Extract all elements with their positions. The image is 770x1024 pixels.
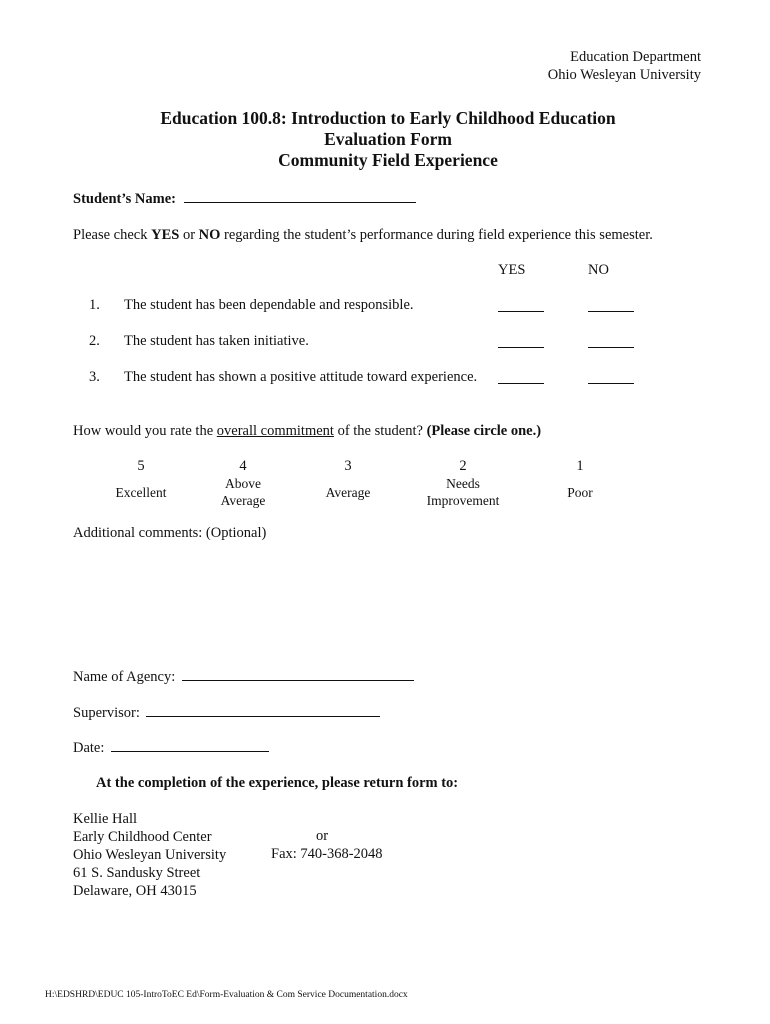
question-3-yes-blank[interactable] <box>498 383 544 384</box>
date-field[interactable] <box>111 739 269 752</box>
form-name: Evaluation Form <box>324 129 452 149</box>
department-header <box>548 48 701 84</box>
question-text: The student has been dependable and responsible. <box>124 297 414 313</box>
agency-row <box>73 668 414 686</box>
no-column-header: NO <box>588 262 609 278</box>
contact-city: Delaware, OH 43015 <box>73 883 197 899</box>
supervisor-row <box>73 704 380 722</box>
instructions-suffix: regarding the student’s performance during field experience this semester. <box>220 227 653 243</box>
question-number: 2. <box>89 333 100 349</box>
student-name-field[interactable] <box>184 190 416 203</box>
agency-label: Name of Agency: <box>73 669 176 685</box>
rating-value: 4 <box>239 458 247 474</box>
rating-option-3[interactable] <box>303 458 393 501</box>
fax-number: Fax: 740-368-2048 <box>271 846 383 862</box>
student-name-label: Student’s Name: <box>73 191 176 207</box>
yes-column-header: YES <box>498 262 526 278</box>
contact-name: Kellie Hall <box>73 811 138 827</box>
contact-university: Ohio Wesleyan University <box>73 847 227 863</box>
rating-label-2: Improvement <box>426 493 500 508</box>
commitment-middle: of the student? <box>333 423 427 439</box>
form-subtitle: Community Field Experience <box>278 150 498 170</box>
commitment-question <box>73 423 541 440</box>
question-1-no-blank[interactable] <box>588 311 634 312</box>
instructions-prefix: Please check <box>73 227 152 243</box>
rating-label-2: Average <box>220 493 266 508</box>
rating-value: 1 <box>576 458 584 474</box>
rating-label: Excellent <box>115 485 167 500</box>
date-row <box>73 739 269 757</box>
footer-file-path: H:\EDSHRD\EDUC 105-IntroToEC Ed\Form-Evaluation & Com Service Documentation.docx <box>45 990 408 1000</box>
question-number: 1. <box>89 297 100 313</box>
rating-value: 5 <box>137 458 145 474</box>
or-text: or <box>316 828 329 844</box>
return-heading: At the completion of the experience, please return form to: <box>96 775 459 791</box>
instructions <box>73 227 653 244</box>
commitment-underlined: overall commitment <box>216 423 334 439</box>
comments-label: Additional comments: (Optional) <box>73 525 267 541</box>
instructions-no: NO <box>198 227 221 243</box>
question-number: 3. <box>89 369 100 385</box>
commitment-prefix: How would you rate the <box>73 423 217 439</box>
question-1-yes-blank[interactable] <box>498 311 544 312</box>
supervisor-label: Supervisor: <box>73 705 140 721</box>
question-2-no-blank[interactable] <box>588 347 634 348</box>
comments-area[interactable] <box>73 548 693 658</box>
instructions-or: or <box>179 227 199 243</box>
question-2-yes-blank[interactable] <box>498 347 544 348</box>
question-text: The student has shown a positive attitude toward experience. <box>124 369 478 385</box>
rating-option-1[interactable] <box>545 458 615 501</box>
question-text: The student has taken initiative. <box>124 333 309 349</box>
rating-label: Above <box>225 476 261 491</box>
department-name: Education Department <box>570 49 701 65</box>
supervisor-field[interactable] <box>146 704 380 717</box>
date-label: Date: <box>73 740 105 756</box>
rating-option-4[interactable] <box>198 458 288 509</box>
commitment-instruction: (Please circle one.) <box>426 423 542 439</box>
form-title <box>0 108 770 171</box>
agency-field[interactable] <box>182 668 414 681</box>
rating-value: 3 <box>344 458 352 474</box>
course-title: Education 100.8: Introduction to Early Childhood Education <box>160 108 616 128</box>
university-name: Ohio Wesleyan University <box>547 67 701 83</box>
rating-value: 2 <box>459 458 467 474</box>
rating-option-5[interactable] <box>101 458 181 501</box>
return-address <box>73 810 226 900</box>
student-name-row <box>73 190 416 208</box>
rating-option-2[interactable] <box>413 458 513 509</box>
rating-label: Needs <box>446 476 480 491</box>
rating-label: Poor <box>567 485 593 500</box>
contact-street: 61 S. Sandusky Street <box>73 865 201 881</box>
question-3-no-blank[interactable] <box>588 383 634 384</box>
rating-label: Average <box>325 485 371 500</box>
contact-center: Early Childhood Center <box>73 829 212 845</box>
instructions-yes: YES <box>151 227 180 243</box>
